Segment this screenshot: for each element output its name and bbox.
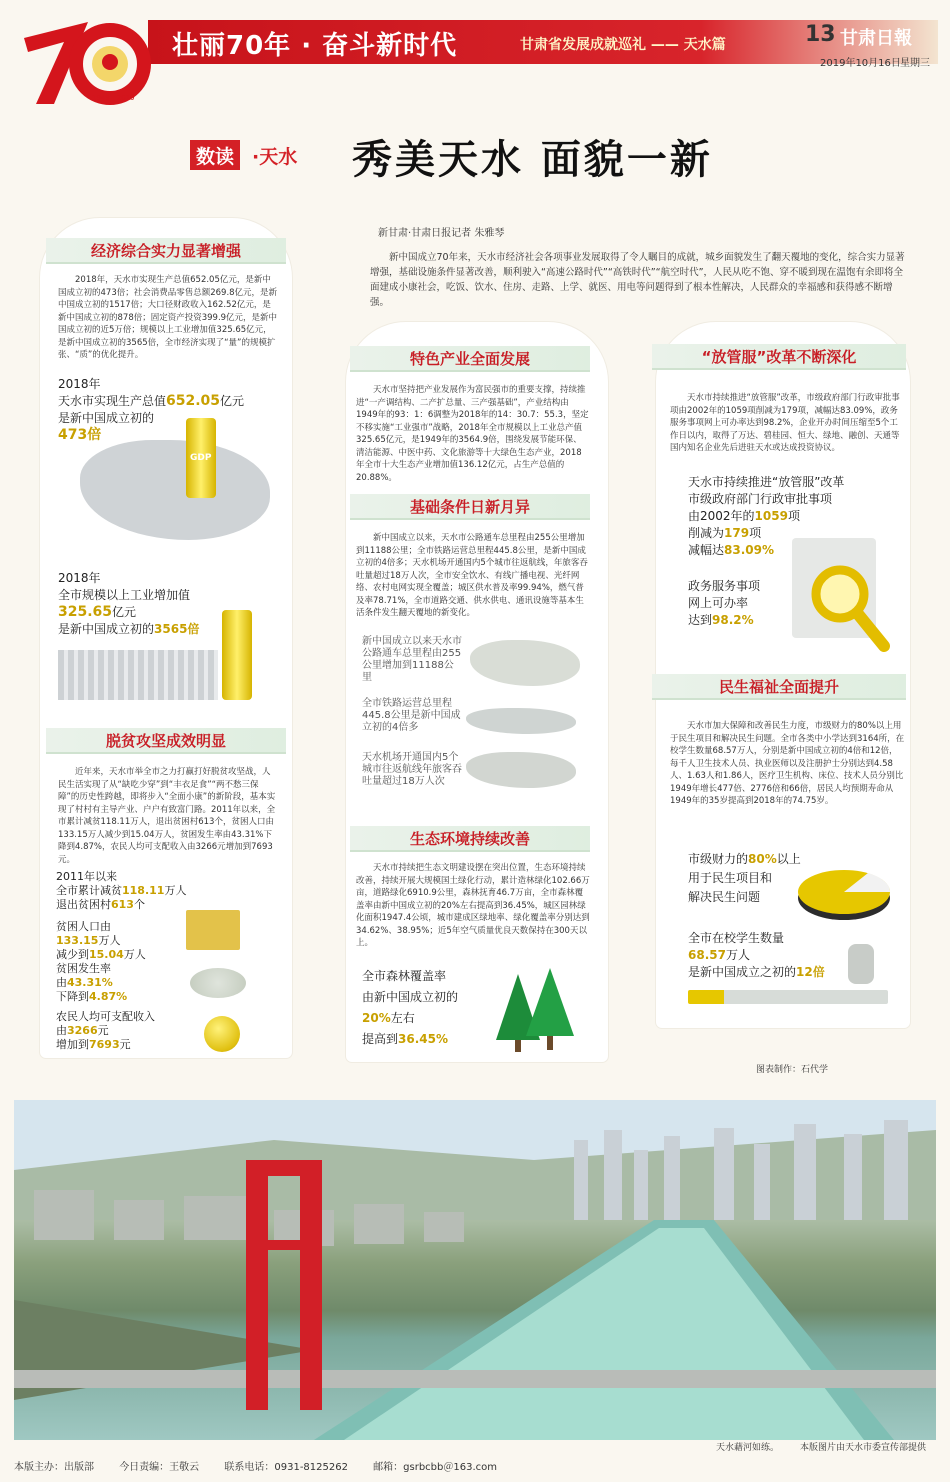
- section-title-poverty: 脱贫攻坚成效明显: [46, 728, 286, 754]
- footer-phone: 联系电话：0931-8125262: [224, 1462, 348, 1473]
- infrastructure-stat-airport: 天水机场开通国内5个城市往返航线年旅客吞吐量超过18万人次: [362, 752, 462, 787]
- reform-text: 天水市持续推进“放管服”改革，市级政府部门行政审批事项由2002年的1059项削减为179项，减幅达83.09%，政务服务事项网上可办率达到98.2%，企业开办时间压缩至5个工作日以内，取得了万达、碧桂园、恒大、绿地、融创、天通等国内知名企业先后进驻天水或达成投资协议。: [670, 393, 900, 453]
- photo-caption: 天水藉河如练。: [716, 1443, 780, 1453]
- poverty-text: 近年来，天水市举全市之力打赢打好脱贫攻坚战，人民生活实现了从“缺吃少穿”到“丰衣足食”“两不愁三保障”的历史性跨越，即将步入“全面小康”的新阶段，基本实现了村村有主导产业、户户有致富门路。2011年以来，全市累计减贫118.11万人，退出贫困村613个，贫困人口由133.15万人减少到15.04万人，贫困发生率由43.31%下降到4.87%，农民人均可支配收入由3266元增加到7693元。: [58, 767, 276, 865]
- section-title-reform: “放管服”改革不断深化: [652, 344, 906, 370]
- welfare-text: 天水市加大保障和改善民生力度，市级财力的80%以上用于民生项目和解决民生问题。全市各类中小学达到3164所，在校学生数量68.57万人，分别是新中国成立初的4倍和12倍，每千人卫生技术人员、执业医师以及注册护士分别达到4.58人、1.63人和1.86人，医疗卫生机构、床位、技术人员分别比1949年增长477倍、2776倍和66倍，居民人均预期寿命从1949年的35岁提高到2018年的74.75岁。: [670, 721, 905, 806]
- economy-stat-gdp: 2018年 天水市实现生产总值652.05亿元 是新中国成立初的 473倍: [58, 377, 245, 443]
- pine-trees-icon: [488, 964, 580, 1056]
- page-footer: [14, 1458, 519, 1473]
- intro-paragraph: 新中国成立70年来，天水市经济社会各项事业发展取得了令人瞩目的成就，城乡面貌发生了翻天覆地的变化，综合实力显著增强，基础设施条件显著改善，顺利驶入“高速公路时代”“高铁时代”“航空时代”，人民从吃不饱、穿不暖到现在温饱有余即将全面建成小康社会，吃饭、饮水、住房、走路、上学、就医、用电等问题得到了根本性解决，人民群众的幸福感和获得感不断增强。: [370, 252, 905, 308]
- student-bar-graphic: [688, 990, 888, 1004]
- money-bag-icon: [204, 1016, 240, 1052]
- factory-skyline-graphic: [58, 650, 218, 700]
- footer-email: 邮箱：gsrbcbb＠163.com: [373, 1462, 497, 1473]
- section-title-industry: 特色产业全面发展: [350, 346, 590, 372]
- city-river-photo: [14, 1100, 936, 1440]
- ecology-stat-forest: 全市森林覆盖率 由新中国成立初的 20%左右 提高到36.45%: [362, 969, 459, 1046]
- kicker-label: 数读: [190, 140, 240, 170]
- pie-chart-icon: [796, 862, 892, 924]
- bridge-photo-illustration: [14, 1100, 936, 1440]
- seventy-anniversary-logo: [18, 8, 158, 108]
- ecology-text: 天水市持续把生态文明建设摆在突出位置，生态环境持续改善，持续开展大规模国土绿化行动，累计造林绿化102.66万亩，道路绿化6910.9公里，森林抚育46.7万亩，全市森林覆盖率由新中国成立初的20%左右提高到36.45%，城区园林绿化面积1947.4公顷，城市建成区绿地率、绿化覆盖率分别达到34.62%、38.95%；近5年空气质量优良天数保持在300天以上。: [356, 863, 590, 948]
- byline: 新甘肃·甘肃日报记者 朱雅琴: [378, 228, 505, 239]
- reform-stat-approvals: 天水市持续推进“放管服”改革 市级政府部门行政审批事项 由2002年的1059项 削减为179项 减幅达83.09%: [688, 475, 845, 557]
- issue-weekday: 星期三: [900, 58, 930, 69]
- industry-text: 天水市坚持把产业发展作为富民强市的重要支撑，持续推进“一产调结构、二产扩总量、三产强基础”，产业结构由1949年的93：1：6调整为2018年的14：30.7：55.3，坚定不移实施“工业强市”战略，2018年全市规模以上工业总产值325.65亿元，是1949年的3564.9倍，围绕发展节能环保、清洁能源、中医中药、文化旅游等十大绿色生态产业，2018年全市十大生态产业增加值136.12亿元，占生产总值的20.88%。: [356, 385, 589, 483]
- page-number: 13: [805, 22, 836, 47]
- masthead: [0, 0, 950, 102]
- reform-stat-online: 政务服务事项 网上可办率 达到98.2%: [688, 579, 761, 627]
- economy-text: 2018年，天水市实现生产总值652.05亿元，是新中国成立初的473倍；社会消费品零售总额269.8亿元，是新中国成立初的1517倍；大口径财政收入162.52亿元，是新中国成立初的878倍；固定资产投资399.9亿元，是新中国成立初的近5万倍；规模以上工业增加值325.65亿元，是新中国成立初的3565倍，全市经济实现了“量”的规模扩张、“质”的优化提升。: [58, 275, 278, 360]
- section-title-ecology: 生态环境持续改善: [350, 826, 590, 852]
- house-icon: [186, 910, 240, 950]
- poverty-stat-rate: 贫困发生率 由43.31% 下降到4.87%: [56, 962, 128, 1003]
- masthead-subtitle: 甘肃省发展成就巡礼 —— 天水篇: [520, 37, 726, 53]
- economy-stat-industry: 2018年 全市规模以上工业增加值 325.65亿元 是新中国成立初的3565倍: [58, 571, 200, 636]
- infrastructure-stat-roads: 新中国成立以来天水市公路通车总里程由255公里增加到11188公里: [362, 636, 462, 683]
- poverty-stat-reduction: 2011年以来 全市累计减贫118.11万人 退出贫困村613个: [56, 870, 187, 911]
- welfare-stat-finance: 市级财力的80%以上 用于民生项目和 解决民生问题: [688, 852, 801, 904]
- infrastructure-stat-rail: 全市铁路运营总里程445.8公里是新中国成立初的4倍多: [362, 698, 461, 733]
- section-title-economy: 经济综合实力显著增强: [46, 238, 286, 264]
- graphics-credit: 图表制作：石代学: [756, 1065, 829, 1075]
- magnifier-icon: [806, 560, 890, 652]
- kicker-place: ·天水: [252, 146, 298, 168]
- economy-gdp-label: GDP: [190, 453, 212, 463]
- section-title-infrastructure: 基础条件日新月异: [350, 494, 590, 520]
- photo-credit: 本版图片由天水市委宣传部提供: [800, 1443, 927, 1453]
- footer-editor: 本版主办：出版部: [14, 1462, 94, 1473]
- student-icon: [848, 944, 874, 984]
- paper-name: 甘肃日報: [840, 28, 912, 49]
- page-headline: 秀美天水 面貌一新: [352, 137, 713, 183]
- welfare-stat-students: 全市在校学生数量 68.57万人 是新中国成立之初的12倍: [688, 931, 825, 979]
- poverty-stat-population: 贫困人口由 133.15万人 减少到15.04万人: [56, 920, 146, 961]
- logo-years: 1949—2019: [92, 94, 135, 102]
- footer-duty-editor: 今日责编：王敬云: [119, 1462, 200, 1473]
- pie-disc-icon: [190, 968, 246, 998]
- poverty-stat-income: 农民人均可支配收入 由3266元 增加到7693元: [56, 1010, 155, 1051]
- section-title-welfare: 民生福祉全面提升: [652, 674, 906, 700]
- masthead-title: 壮丽70年 · 奋斗新时代: [172, 31, 458, 61]
- infrastructure-text: 新中国成立以来，天水市公路通车总里程由255公里增加到11188公里；全市铁路运营总里程445.8公里，是新中国成立初的4倍多；天水机场开通国内5个城市往返航线，年旅客吞吐量超过18万人次，全市安全饮水、有线广播电视、光纤网络、农村电网实现全覆盖；城区供水普及率99.94%，燃气普及率78.71%，全市道路交通、供水供电、通讯设施等基本生活条件发生翻天覆地的新变化。: [356, 533, 588, 618]
- issue-date: 2019年10月16日: [820, 58, 901, 69]
